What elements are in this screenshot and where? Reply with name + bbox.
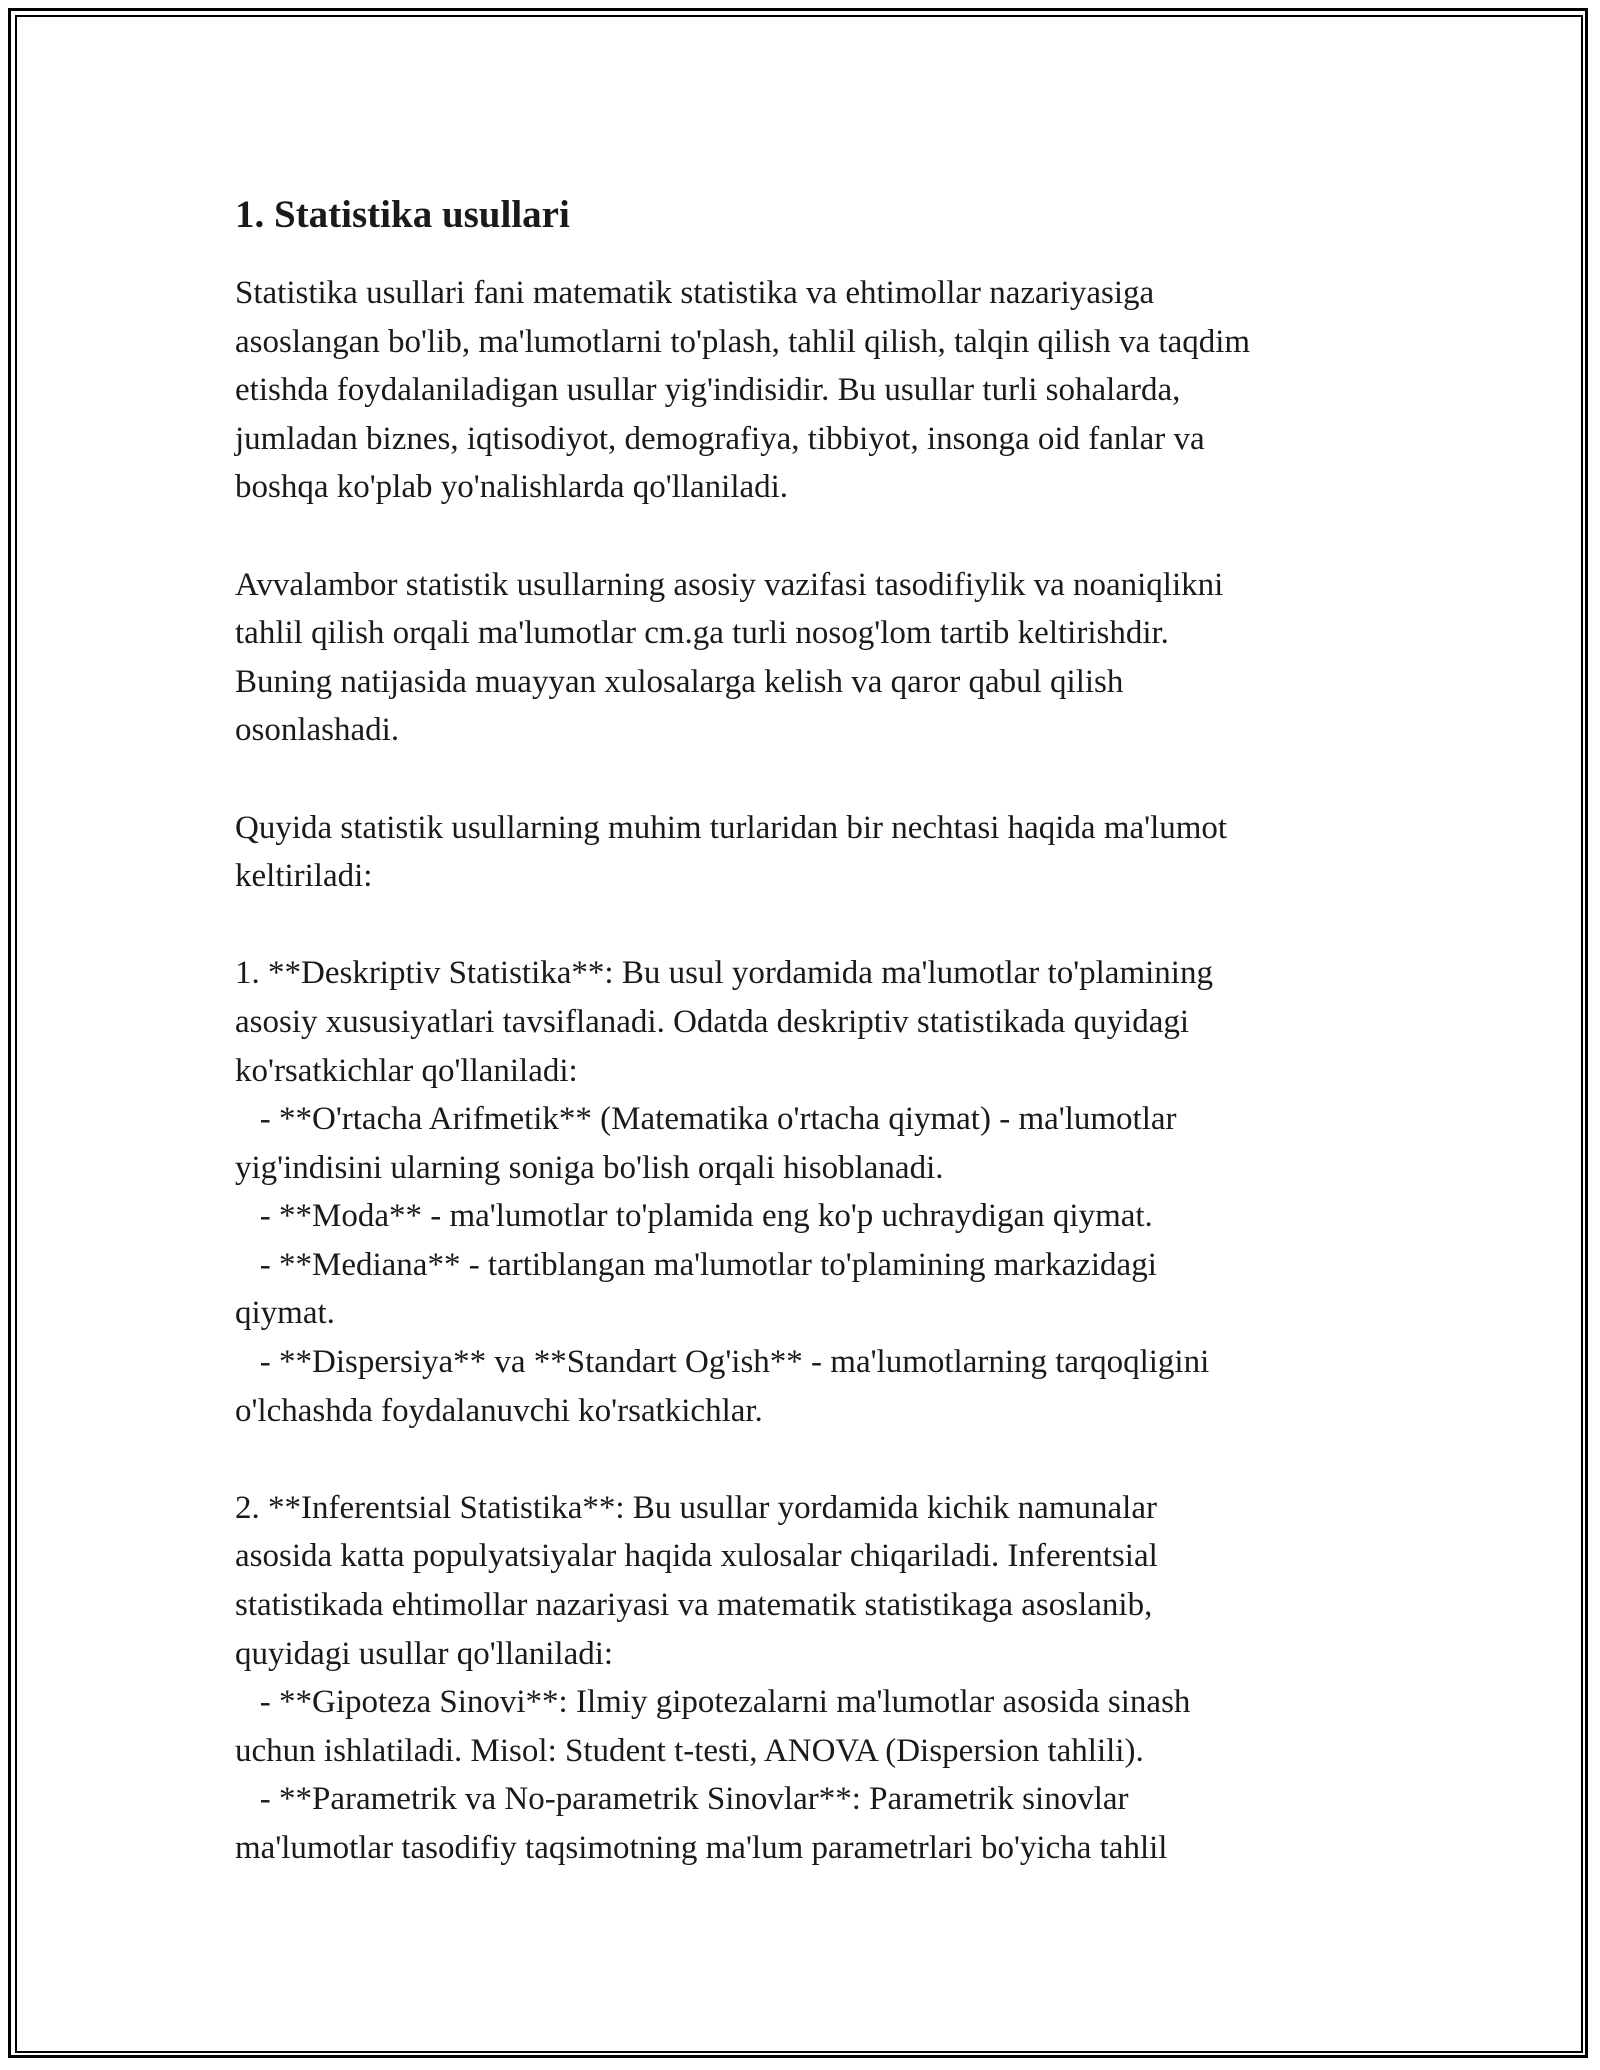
text-line: uchun ishlatiladi. Misol: Student t-testi, ANOVA (Dispersion tahlili). xyxy=(235,1732,1144,1769)
text-line: boshqa ko'plab yo'nalishlarda qo'llaniladi. xyxy=(235,469,789,506)
text-line: 2. **Inferentsial Statistika**: Bu usullar yordamida kichik namunalar xyxy=(235,1489,1157,1526)
text-line: tahlil qilish orqali ma'lumotlar cm.ga turli nosog'lom tartib keltirishdir. xyxy=(235,615,1169,652)
paragraph xyxy=(235,1484,1375,1873)
text-line: yig'indisini ularning soniga bo'lish orqali hisoblanadi. xyxy=(235,1149,944,1186)
text-line: - **Moda** - ma'lumotlar to'plamida eng ko'p uchraydigan qiymat. xyxy=(235,1198,1153,1235)
paragraph-list xyxy=(235,269,1375,1873)
text-line: keltiriladi: xyxy=(235,858,373,895)
paragraph xyxy=(235,804,1375,901)
text-line: ko'rsatkichlar qo'llaniladi: xyxy=(235,1052,578,1089)
text-line: asosida katta populyatsiyalar haqida xulosalar chiqariladi. Inferentsial xyxy=(235,1538,1158,1575)
text-line: asoslangan bo'lib, ma'lumotlarni to'plash, tahlil qilish, talqin qilish va taqdim xyxy=(235,323,1251,360)
text-line: statistikada ehtimollar nazariyasi va matematik statistikaga asoslanib, xyxy=(235,1587,1153,1624)
text-line: - **Dispersiya** va **Standart Og'ish** - ma'lumotlarning tarqoqligini xyxy=(235,1344,1210,1381)
text-line: asosiy xususiyatlari tavsiflanadi. Odatda deskriptiv statistikada quyidagi xyxy=(235,1003,1190,1040)
paragraph xyxy=(235,949,1375,1435)
text-line: Quyida statistik usullarning muhim turlaridan bir nechtasi haqida ma'lumot xyxy=(235,809,1228,846)
text-line: etishda foydalaniladigan usullar yig'indisidir. Bu usullar turli sohalarda, xyxy=(235,372,1181,409)
text-line: jumladan biznes, iqtisodiyot, demografiya, tibbiyot, insonga oid fanlar va xyxy=(235,420,1205,457)
text-line: - **O'rtacha Arifmetik** (Matematika o'rtacha qiymat) - ma'lumotlar xyxy=(235,1101,1177,1138)
text-line: Buning natijasida muayyan xulosalarga kelish va qaror qabul qilish xyxy=(235,663,1124,700)
document-title: 1. Statistika usullari xyxy=(235,193,570,236)
text-line: - **Gipoteza Sinovi**: Ilmiy gipotezalarni ma'lumotlar asosida sinash xyxy=(235,1684,1191,1721)
text-line: o'lchashda foydalanuvchi ko'rsatkichlar. xyxy=(235,1392,763,1429)
text-line: quyidagi usullar qo'llaniladi: xyxy=(235,1635,614,1672)
text-line: qiymat. xyxy=(235,1295,335,1332)
document-body xyxy=(235,185,1375,1921)
text-line: 1. **Deskriptiv Statistika**: Bu usul yordamida ma'lumotlar to'plamining xyxy=(235,955,1213,992)
text-line: Avvalambor statistik usullarning asosiy vazifasi tasodifiylik va noaniqlikni xyxy=(235,566,1224,603)
text-line: Statistika usullari fani matematik statistika va ehtimollar nazariyasiga xyxy=(235,275,1155,311)
text-line: ma'lumotlar tasodifiy taqsimotning ma'lum parametrlari bo'yicha tahlil xyxy=(235,1830,1168,1866)
text-line: - **Parametrik va No-parametrik Sinovlar**: Parametrik sinovlar xyxy=(235,1781,1129,1818)
text-line: osonlashadi. xyxy=(235,712,400,749)
paragraph xyxy=(235,561,1375,755)
text-line: - **Mediana** - tartiblangan ma'lumotlar to'plamining markazidagi xyxy=(235,1246,1157,1283)
paragraph xyxy=(235,269,1375,512)
